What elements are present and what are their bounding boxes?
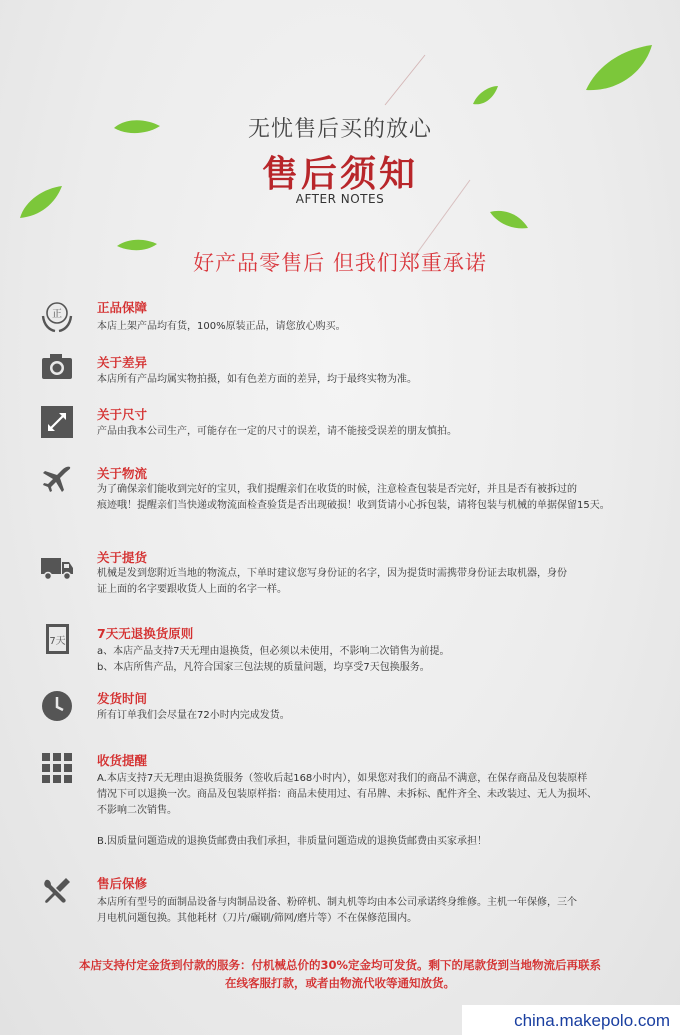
header-subtitle: 无忧售后买的放心 bbox=[247, 117, 432, 142]
item-line: A.本店支持7天无理由退换货服务（签收后起168小时内），如果您对我们的商品不满意，在保存商品及包装原样 bbox=[97, 773, 588, 784]
item-line: 本店所有型号的面制品设备与肉制品设备、粉碎机、制丸机等均由本公司承诺终身维修。主机一年保修，三个 bbox=[97, 897, 577, 908]
promise-line: 好产品零售后 但我们郑重承诺 bbox=[193, 251, 487, 275]
item-title: 正品保障 bbox=[97, 300, 148, 315]
item-title: 收货提醒 bbox=[97, 753, 148, 768]
resize-arrow-icon bbox=[40, 405, 74, 439]
header-title-text: 售后须知 bbox=[261, 154, 418, 195]
item-title: 售后保修 bbox=[97, 876, 148, 891]
item-line: 本店所有产品均属实物拍摄，如有色差方面的差异，均于最终实物为准。 bbox=[97, 374, 417, 385]
grid-icon bbox=[40, 751, 74, 785]
footer-note-line2: 在线客服打款，或者由物流代收等通知放货。 bbox=[225, 976, 455, 990]
item-line: b、本店所售产品，凡符合国家三包法规的质量问题，均享受7天包换服务。 bbox=[97, 662, 430, 673]
tools-icon bbox=[40, 874, 74, 908]
camera-icon bbox=[40, 350, 74, 384]
item-line: 情况下可以退换一次。商品及包装原样指：商品未使用过、有吊牌、未拆标、配件齐全、未改装过、无人为损坏、 bbox=[97, 789, 597, 800]
truck-icon bbox=[40, 550, 74, 584]
item-line: B.因质量问题造成的退换货邮费由我们承担，非质量问题造成的退换货邮费由买家承担！ bbox=[97, 836, 488, 847]
item-line: 证上面的名字要跟收货人上面的名字一样。 bbox=[97, 584, 287, 595]
item-title: 关于差异 bbox=[97, 355, 148, 370]
header-title-en: AFTER NOTES bbox=[295, 192, 385, 206]
item-line: 所有订单我们会尽量在72小时内完成发货。 bbox=[97, 710, 290, 721]
item-title: 7天无退换货原则 bbox=[97, 626, 194, 641]
clock-icon bbox=[40, 689, 74, 723]
watermark-text: china.makepolo.com bbox=[514, 1011, 670, 1030]
item-title: 发货时间 bbox=[97, 691, 148, 706]
decor-streak bbox=[385, 55, 425, 105]
item-line: 为了确保亲们能收到完好的宝贝，我们提醒亲们在收货的时候，注意检查包装是否完好，并且是否有被拆过的 bbox=[97, 484, 577, 495]
item-line: 本店上架产品均有货，100%原装正品，请您放心购买。 bbox=[97, 321, 346, 332]
item-line: 痕迹哦！提醒亲们当快递或物流面检查验货是否出现破损！收到货请小心拆包装，请将包装与机械的单据保留15天。 bbox=[97, 500, 610, 511]
svg-text:7天: 7天 bbox=[49, 636, 66, 647]
item-line: 产品由我本公司生产，可能存在一定的尺寸的误差，请不能接受误差的朋友慎拍。 bbox=[97, 426, 457, 437]
item-line: 机械是发到您附近当地的物流点，下单时建议您写身份证的名字，因为提货时需携带身份证去取机器，身份 bbox=[97, 568, 567, 579]
item-title: 关于提货 bbox=[97, 550, 148, 565]
header-title bbox=[0, 146, 680, 197]
item-title: 关于物流 bbox=[97, 466, 148, 481]
zheng-hands-icon bbox=[40, 300, 74, 334]
footer-note-line1: 本店支持付定金货到付款的服务：付机械总价的30%定金均可发货。剩下的尾款货到当地物流后再联系 bbox=[78, 958, 602, 972]
item-line: a、本店产品支持7天无理由退换货，但必须以未使用，不影响二次销售为前提。 bbox=[97, 646, 450, 657]
airplane-icon bbox=[40, 464, 74, 498]
item-title: 关于尺寸 bbox=[97, 407, 148, 422]
item-line: 月电机问题包换。其他耗材（刀片/碾刷/筛网/磨片等）不在保修范围内。 bbox=[97, 913, 418, 924]
seven-day-icon bbox=[40, 623, 74, 657]
item-line: 不影响二次销售。 bbox=[97, 805, 177, 816]
svg-text:正: 正 bbox=[52, 309, 62, 320]
